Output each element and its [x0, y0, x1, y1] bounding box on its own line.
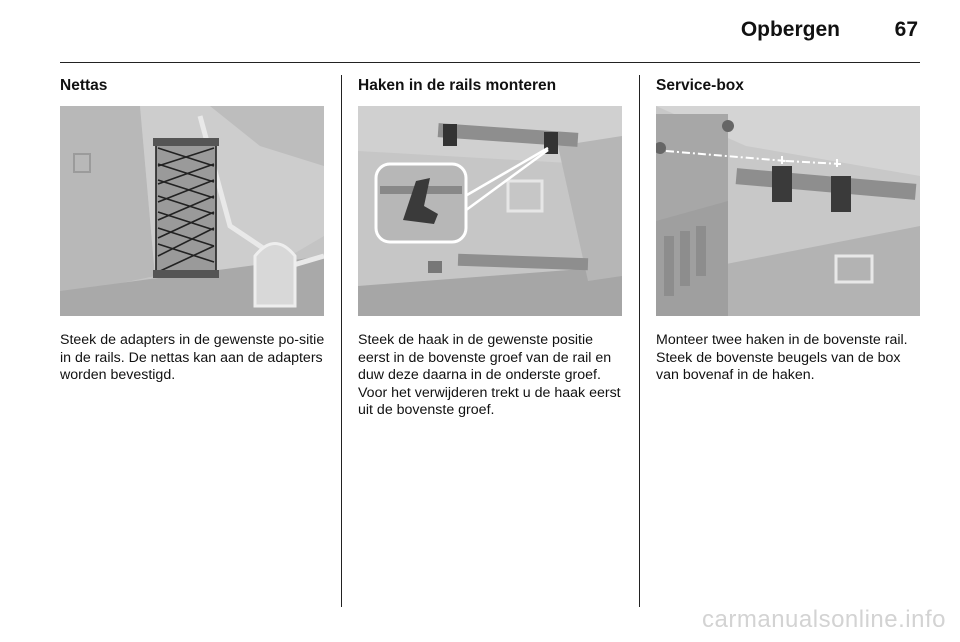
- section-text: Steek de adapters in de gewenste po-sitie in de rails. De nettas kan aan de adapters worden bevestigd.: [60, 332, 325, 383]
- section-text: Steek de haak in de gewenste positie eerst in de bovenste groef van de rail en duw deze daarna in de onderste groef. Voor het verwijderen trekt u de haak eerst uit de bovenste groef.: [358, 332, 621, 418]
- service-box-illustration: [656, 106, 920, 316]
- section-heading: Haken in de rails monteren: [358, 77, 557, 94]
- section-heading: Service-box: [656, 77, 744, 94]
- section-service-box: [656, 76, 922, 383]
- page-header: [60, 0, 920, 63]
- section-heading: Nettas: [60, 77, 108, 94]
- section-nettas: [60, 76, 326, 383]
- cargo-net-illustration: [60, 106, 324, 316]
- page-title: Opbergen: [740, 18, 840, 41]
- watermark: carmanualsonline.info: [702, 606, 946, 633]
- page-number: 67: [894, 18, 918, 41]
- section-haken: [358, 76, 624, 418]
- section-text: Monteer twee haken in de bovenste rail. Steek de bovenste beugels van de box van bovenaf in de haken.: [656, 332, 908, 383]
- column-divider-2: [639, 75, 640, 607]
- rail-hook-illustration: [358, 106, 622, 316]
- column-divider-1: [341, 75, 342, 607]
